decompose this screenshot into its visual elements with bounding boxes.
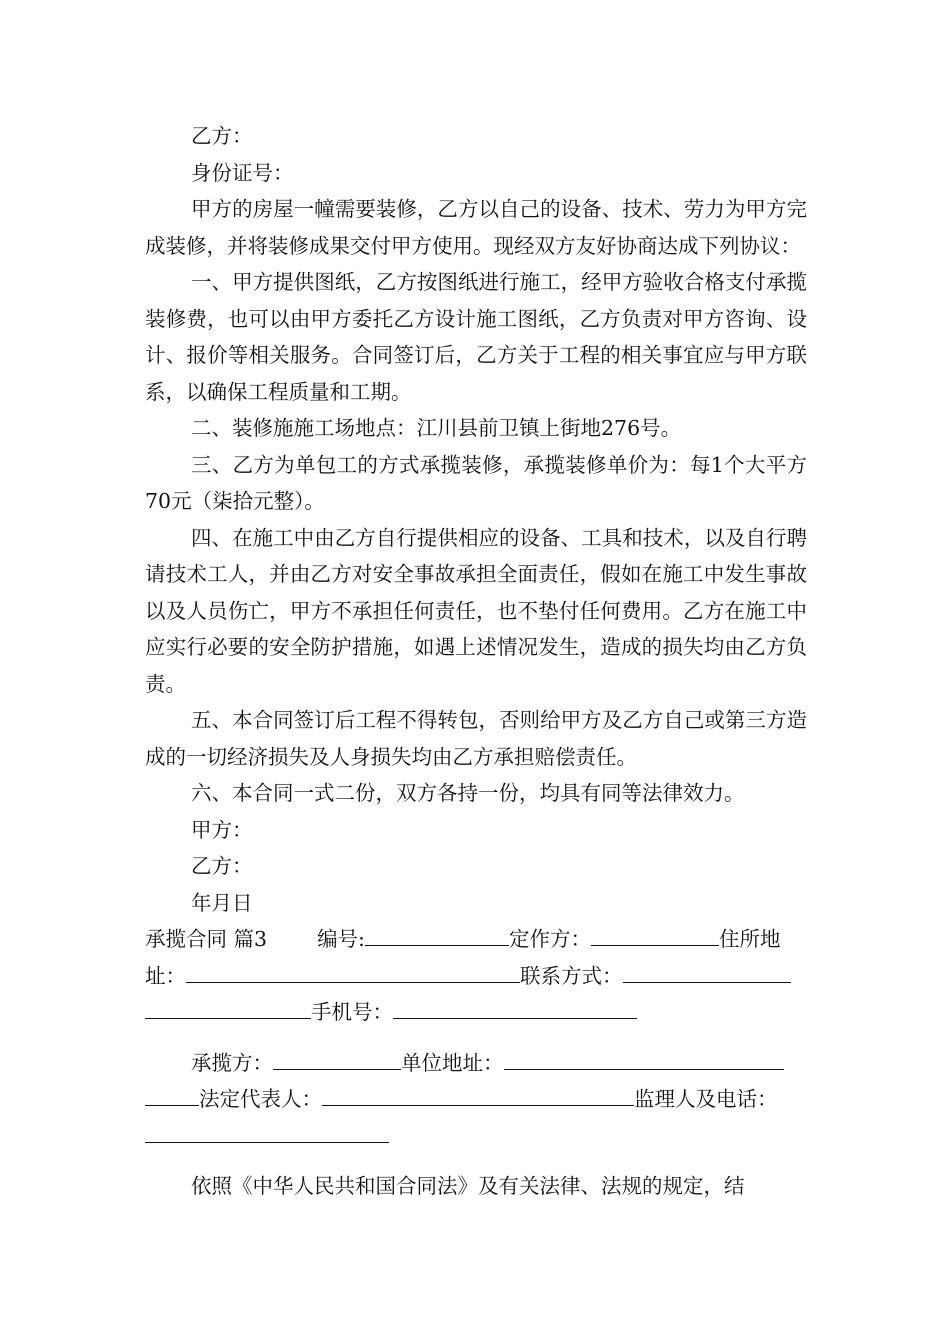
clause-2: 二、装修施施工场地点：江川县前卫镇上街地276号。 (191, 416, 682, 440)
mobile-label: 手机号： (311, 1000, 393, 1024)
contact-blank-continued (145, 996, 311, 1019)
unit-address-label: 单位地址： (401, 1050, 504, 1075)
chenglan-label: 承揽方： (191, 1050, 273, 1075)
date-line: 年月日 (191, 890, 253, 915)
unit-address-blank-continued (145, 1083, 199, 1106)
chenglan-line (145, 1045, 807, 1082)
number-label: 编号: (317, 927, 365, 951)
party-a-signature: 甲方： (191, 817, 253, 842)
unit-address-blank (504, 1047, 784, 1070)
clause-5: 五、本合同签订后工程不得转包，否则给甲方及乙方自己或第三方造成的一切经济损失及人身损失均由乙方承担赔偿责任。 (145, 708, 807, 769)
number-blank (365, 923, 509, 946)
contact-label: 联系方式： (520, 963, 623, 988)
address-blank (186, 960, 520, 983)
basis-paragraph: 依照《中华人民共和国合同法》及有关法律、法规的规定，结 (191, 1174, 745, 1198)
clause-4: 四、在施工中由乙方自行提供相应的设备、工具和技术，以及自行聘请技术工人，并由乙方对安全事故承担全面责任，假如在施工中发生事故以及人员伤亡，甲方不承担任何责任，也不垫付任何费用。乙方在施工中应实行必要的安全防护措施，如遇上述情况发生，造成的损失均由乙方负责。 (145, 525, 807, 696)
address-label-b: 址： (145, 963, 186, 988)
mobile-line (145, 994, 807, 1031)
document-page (145, 118, 807, 1205)
yifang-line: 乙方： (191, 124, 253, 148)
intro-paragraph: 甲方的房屋一幢需要装修，乙方以自己的设备、技术、劳力为甲方完成装修，并将装修成果交付甲方使用。现经双方友好协商达成下列协议： (145, 197, 807, 258)
contact-blank (623, 960, 791, 983)
contract3-heading-line (145, 921, 807, 958)
mobile-blank (393, 996, 637, 1019)
clause-3: 三、乙方为单包工的方式承揽装修，承揽装修单价为：每1个大平方70元（柒拾元整）。 (145, 452, 807, 513)
legal-rep-blank (322, 1083, 634, 1106)
supervisor-label: 监理人及电话： (634, 1087, 778, 1111)
dingzuo-blank (591, 923, 719, 946)
chenglan-blank (273, 1047, 401, 1070)
contract3-heading: 承揽合同 篇3 (145, 927, 268, 951)
party-b-signature: 乙方： (191, 854, 253, 878)
clause-1: 一、甲方提供图纸，乙方按图纸进行施工，经甲方验收合格支付承揽装修费，也可以由甲方委托乙方设计施工图纸，乙方负责对甲方咨询、设计、报价等相关服务。合同签订后，乙方关于工程的相关事宜应与甲方联系，以确保工程质量和工期。 (145, 270, 807, 404)
supervisor-line (145, 1118, 807, 1155)
address-label-a: 住所地 (718, 927, 781, 951)
address-line (145, 958, 807, 995)
clause-6: 六、本合同一式二份，双方各持一份，均具有同等法律效力。 (191, 781, 745, 805)
supervisor-blank (145, 1120, 389, 1143)
legal-rep-label: 法定代表人： (199, 1087, 322, 1111)
dingzuo-label: 定作方： (508, 927, 591, 951)
legal-rep-line (145, 1081, 807, 1118)
id-number-line: 身份证号： (191, 160, 294, 185)
